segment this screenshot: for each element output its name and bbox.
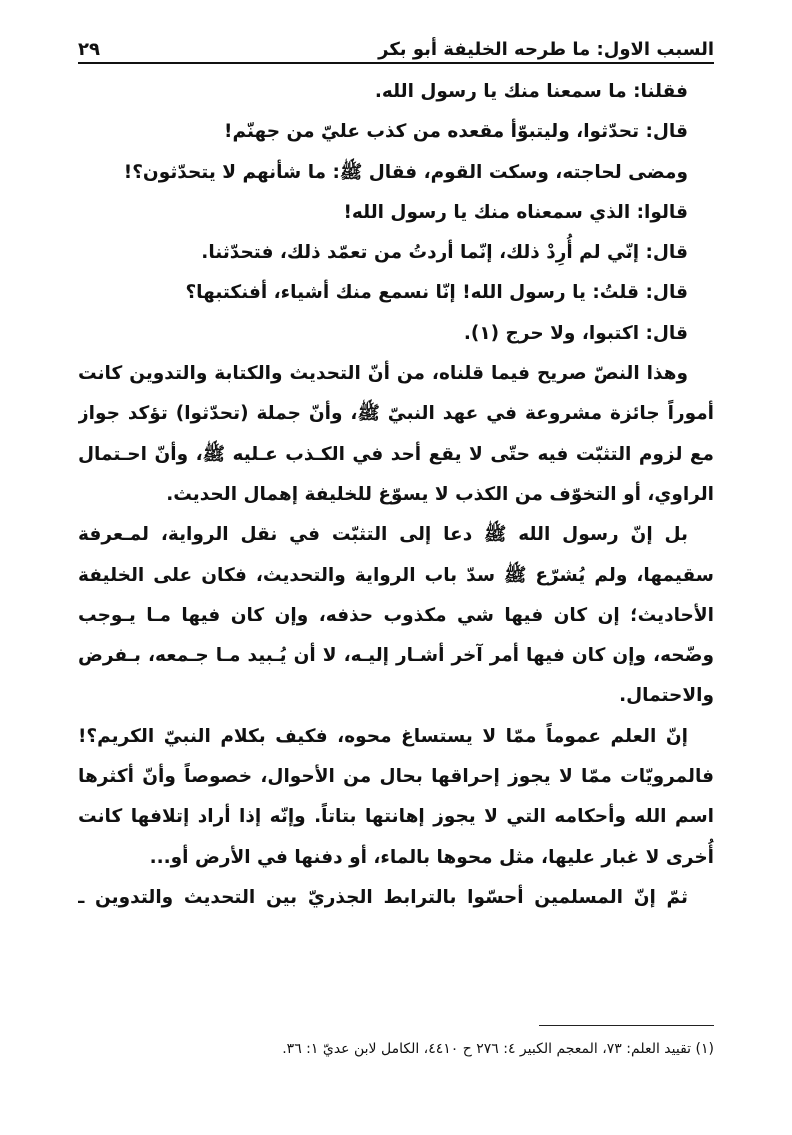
running-head: السبب الاول: ما طرحه الخليفة أبو بكر [378, 39, 714, 60]
text-line: وهذا النصّ صريح فيما قلناه، من أنّ التحديث والكتابة والتدوين كانت [78, 363, 688, 385]
page-header [78, 30, 714, 64]
text-line: الأحاديث؛ إن كان فيها شي مكذوب حذفه، وإن كان فيها مـا يـوجب [78, 604, 714, 626]
text-line: قال: تحدّثوا، وليتبوّأ مقعده من كذب عليّ من جهنّم! [224, 121, 688, 143]
text-line: أُخرى لا غبار عليها، مثل محوها بالماء، أو دفنها في الأرض أو... [149, 846, 714, 868]
page-number: ٢٩ [78, 39, 100, 60]
text-line: أموراً جائزة مشروعة في عهد النبيّ ﷺ، وأنّ جملة (تحدّثوا) تؤكد جواز [78, 403, 714, 425]
text-line: فقلنا: ما سمعنا منك يا رسول الله. [374, 81, 688, 102]
text-line: بل إنّ رسول الله ﷺ دعا إلى التثبّت في نقل الرواية، لمـعرفة [78, 524, 688, 546]
text-line: مع لزوم التثبّت فيه حتّى لا يقع أحد في الكـذب عـليه ﷺ، وأنّ احـتمال [78, 443, 714, 465]
text-line: فالمرويّات ممّا لا يجوز إحراقها بحال من الأحوال، خصوصاً وأنّ أكثرها [78, 766, 714, 788]
text-line: ثمّ إنّ المسلمين أحسّوا بالترابط الجذريّ بين التحديث والتدوين ـ [78, 886, 688, 908]
footnote-divider [539, 1025, 714, 1026]
text-line: الراوي، أو التخوّف من الكذب لا يسوّغ للخليفة إهمال الحديث. [166, 483, 714, 505]
text-line: قال: اكتبوا، ولا حرج (١). [463, 322, 688, 344]
text-line: إنّ العلم عموماً ممّا لا يستساغ محوه، فكيف بكلام النبيّ الكريم؟! [78, 725, 688, 747]
text-line: ومضى لحاجته، وسكت القوم، فقال ﷺ: ما شأنهم لا يتحدّثون؟! [123, 161, 688, 183]
text-line: سقيمها، ولم يُشرّع ﷺ سدّ باب الرواية والتحديث، فكان على الخليفة [78, 564, 714, 586]
body-text [78, 72, 714, 918]
footnote: (١) تقييد العلم: ٧٣، المعجم الكبير ٤: ٢٧٦ ح ٤٤١٠، الكامل لابن عديّ ١: ٣٦. [282, 1041, 714, 1057]
text-line: والاحتمال. [619, 685, 714, 707]
text-line: قالوا: الذي سمعناه منك يا رسول الله! [343, 201, 688, 223]
text-line: قال: إنّي لم أُرِدْ ذلك، إنّما أردتُ من تعمّد ذلك، فتحدّثنا. [201, 242, 688, 264]
text-line: قال: قلتُ: يا رسول الله! إنّا نسمع منك أشياء، أفنكتبها؟ [185, 282, 688, 304]
text-line: وضّحه، وإن كان فيها أمر آخر أشـار إليـه، لا أن يُـبيد مـا جـمعه، بـفرض [78, 645, 714, 667]
text-line: اسم الله وأحكامه التي لا يجوز إهانتها بتاتاً. وإنّه إذا أراد إتلافها كانت [78, 806, 714, 828]
